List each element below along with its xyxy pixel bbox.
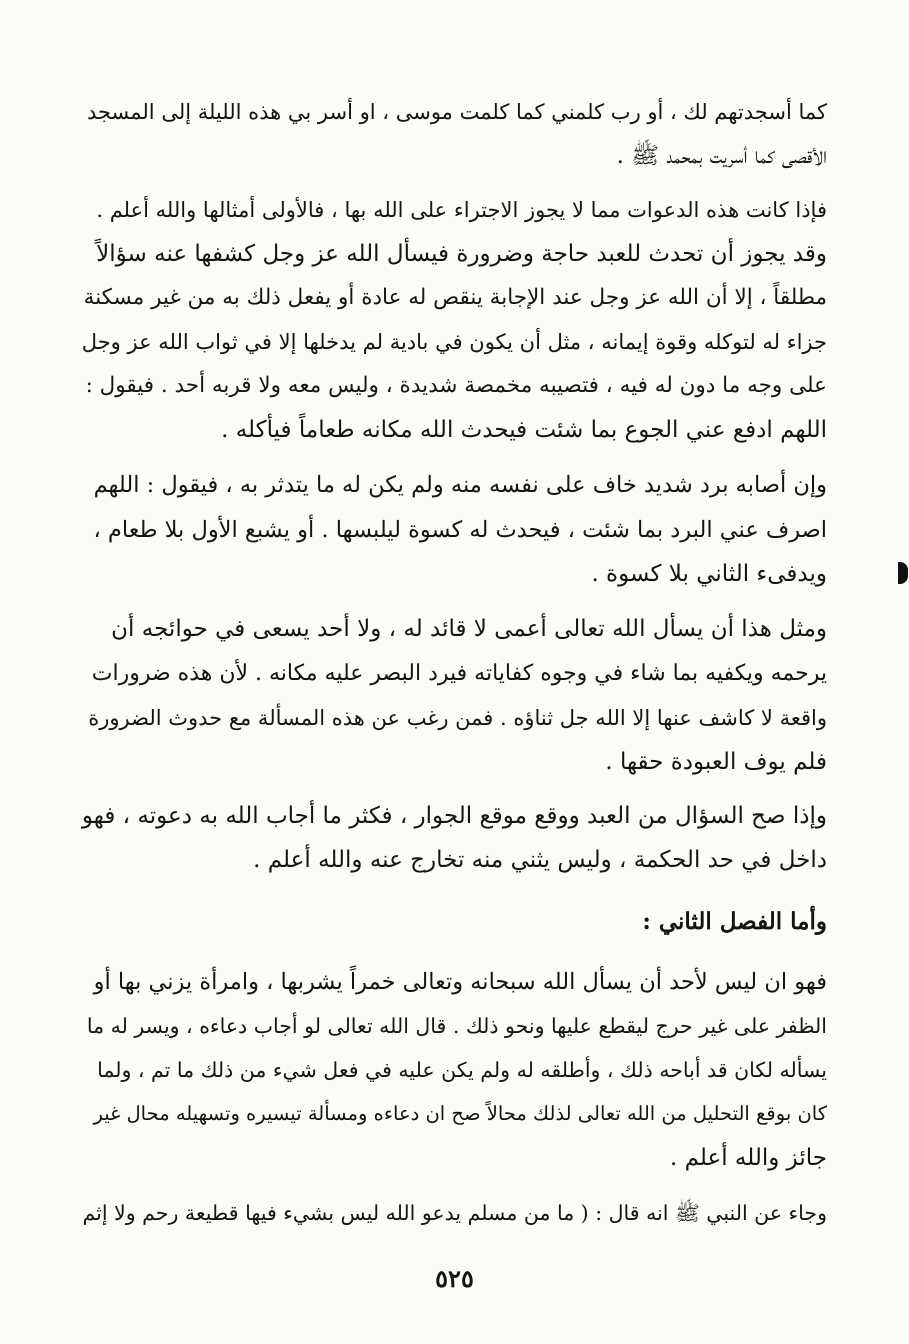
text-line: يرحمه ويكفيه بما شاء في وجوه كفاياته فيرد البصر عليه مكانه . لأن هذه ضرورات bbox=[91, 661, 827, 686]
text-line: وإذا صح السؤال من العبد ووقع موقع الجوار ، فكثر ما أجاب الله به دعوته ، فهو bbox=[81, 803, 827, 829]
text-line: جائز والله أعلم . bbox=[669, 1145, 827, 1171]
text-line: الأقصى كما أسريت بمحمد ﷺ . bbox=[616, 143, 827, 169]
text-line: على وجه ما دون له فيه ، فتصيبه مخمصة شديدة ، وليس معه ولا قربه أحد . فيقول : bbox=[85, 373, 827, 398]
text-line: وإن أصابه برد شديد خاف على نفسه منه ولم يكن له ما يتدثر به ، فيقول : اللهم bbox=[93, 472, 827, 498]
page-number: ٥٢٥ bbox=[435, 1264, 474, 1293]
text-line: مطلقاً ، إلا أن الله عز وجل عند الإجابة ينقص له عادة أو يفعل ذلك به من غير مسكنة bbox=[83, 285, 827, 310]
text-line: كما أسجدتهم لك ، أو رب كلمني كما كلمت موسى ، او أسر بي هذه الليلة إلى المسجد bbox=[86, 100, 827, 124]
text-line: يسأله لكان قد أباحه ذلك ، وأطلقه له ولم يكن عليه في فعل شيء من ذلك ما تم ، ولما bbox=[97, 1058, 827, 1082]
text-line: ومثل هذا أن يسأل الله تعالى أعمى لا قائد له ، ولا أحد يسعى في حوائجه أن bbox=[111, 616, 827, 642]
margin-mark bbox=[898, 562, 908, 584]
text-line: فهو ان ليس لأحد أن يسأل الله سبحانه وتعالى خمراً يشربها ، وامرأة يزني بها أو bbox=[93, 969, 827, 995]
text-line: فلم يوف العبودة حقها . bbox=[605, 749, 827, 775]
text-line: اصرف عني البرد بما شئت ، فيحدث له كسوة ليلبسها . أو يشبع الأول بلا طعام ، bbox=[93, 517, 827, 543]
text-line: كان بوقع التحليل من الله تعالى لذلك محالاً صح ان دعاءه ومسألة تيسيره وتسهيله محال غير bbox=[93, 1102, 827, 1125]
text-line: داخل في حد الحكمة ، وليس يثني منه تخارج عنه والله أعلم . bbox=[253, 847, 827, 873]
text-line: جزاء له لتوكله وقوة إيمانه ، مثل أن يكون في بادية لم يدخلها إلا في ثواب الله عز وجل bbox=[81, 330, 827, 354]
text-line: اللهم ادفع عني الجوع بما شئت فيحدث الله مكانه طعاماً فيأكله . bbox=[221, 417, 827, 443]
text-line: وقد يجوز أن تحدث للعبد حاجة وضرورة فيسأل الله عز وجل كشفها عنه سؤالاً bbox=[96, 241, 827, 267]
section-heading: وأما الفصل الثاني : bbox=[642, 908, 827, 935]
text-line: وجاء عن النبي ﷺ انه قال : ( ما من مسلم يدعو الله ليس بشيء فيها قطيعة رحم ولا إثم bbox=[82, 1201, 827, 1225]
text-column bbox=[82, 0, 827, 1250]
text-line: الظفر على غير حرج ليقطع عليها ونحو ذلك . قال الله تعالى لو أجاب دعاءه ، ويسر له ما bbox=[86, 1014, 827, 1038]
text-line: ويدفىء الثاني بلا كسوة . bbox=[591, 561, 827, 587]
text-line: واقعة لا كاشف عنها إلا الله جل ثناؤه . فمن رغب عن هذه المسألة مع حدوث الضرورة bbox=[88, 706, 827, 730]
text-line: فإذا كانت هذه الدعوات مما لا يجوز الاجتراء على الله بها ، فالأولى أمثالها والله أعلم . bbox=[96, 198, 827, 222]
